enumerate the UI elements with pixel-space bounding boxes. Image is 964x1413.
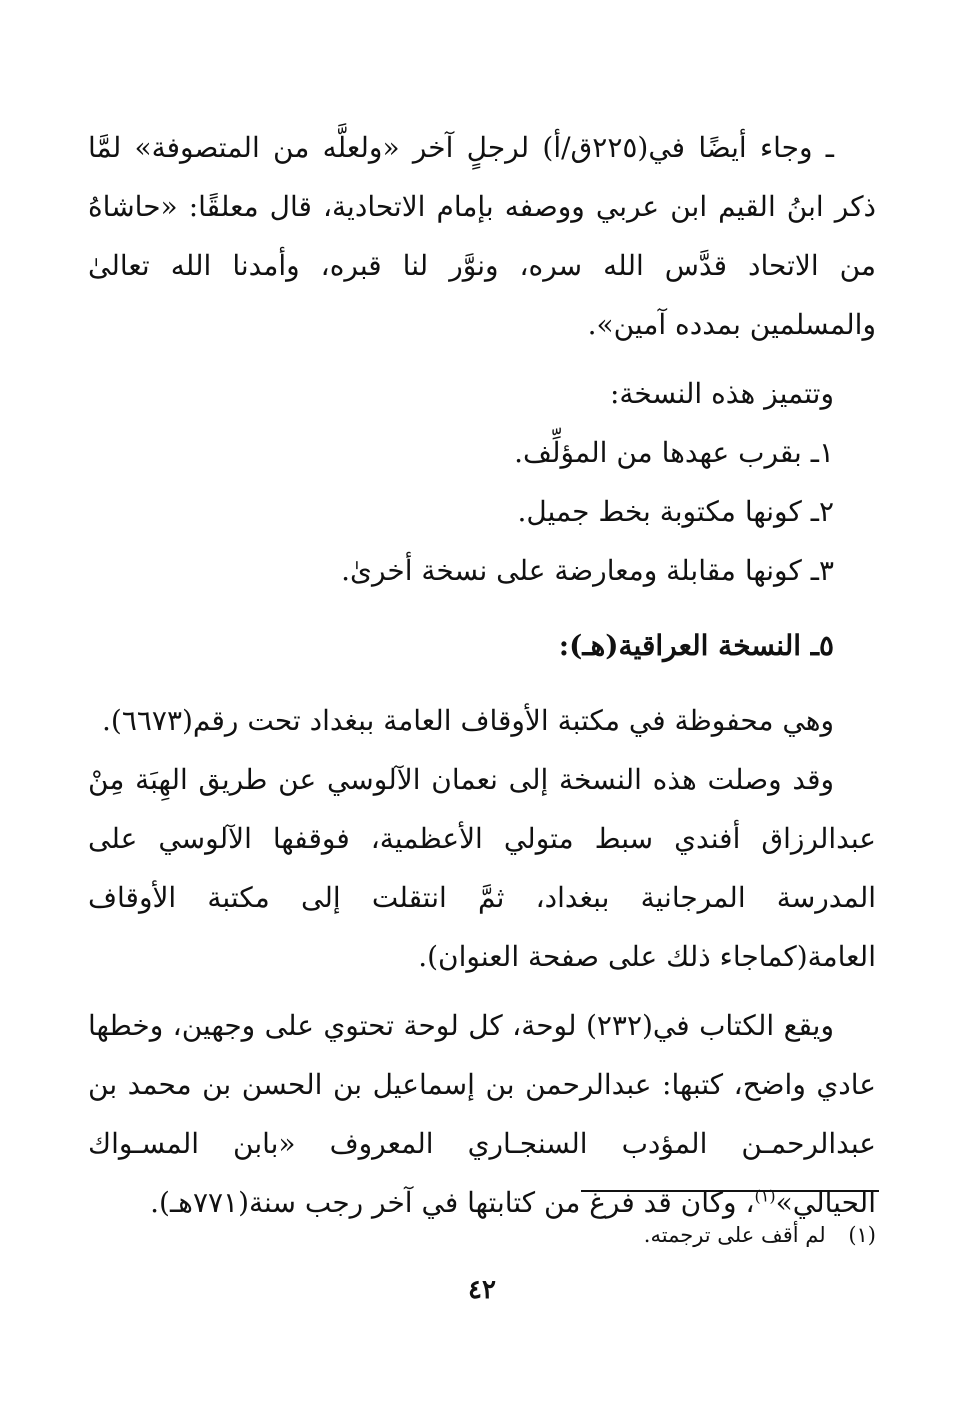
footnote-number: (١) — [848, 1223, 876, 1247]
description-text-end: ، وكان قد فرغ من كتابتها في آخر رجب سنة(٧٧١هـ). — [150, 1186, 755, 1219]
paragraph-description — [88, 996, 876, 1232]
spacer — [88, 986, 876, 996]
spacer — [88, 681, 876, 691]
list-intro: وتتميز هذه النسخة: — [609, 377, 834, 410]
page-body — [88, 118, 876, 1232]
footnote-reference[interactable]: (١) — [754, 1186, 776, 1206]
description-text-start: ويقع الكتاب في(٢٣٢) لوحة، كل لوحة تحتوي على وجهين، وخطها عادي واضح، كتبها: عبدالرحمن بن إسماعيل بن الحسن بن محمد بن عبدالرحمـن المؤدب السنجـاري المعروف «بابن المسـواك الحيالي» — [88, 1009, 876, 1219]
paragraph-provenance: وقد وصلت هذه النسخة إلى نعمان الآلوسي عن طريق الهِبَة مِنْ عبدالرزاق أفندي سبط متولي الأعظمية، فوقفها الآلوسي على المدرسة المرجانية ببغداد، ثمَّ انتقلت إلى مكتبة الأوقاف العامة(كماجاء ذلك على صفحة العنوان). — [88, 763, 876, 973]
spacer — [88, 354, 876, 364]
paragraph-additional-note: ـ وجاء أيضًا في(٢٢٥ق/أ) لرجلٍ آخر «ولعلَّه من المتصوفة» لمَّا ذكر ابنُ القيم ابن عربي ووصفه بإمام الاتحادية، قال معلقًا: «حاشاهُ من الاتحاد قدَّس الله سره، ونوَّر لنا قبره، وأمدنا الله تعالىٰ والمسلمين بمدده آمين». — [88, 131, 876, 341]
paragraph-location: وهي محفوظة في مكتبة الأوقاف العامة ببغداد تحت رقم(٦٦٧٣). — [102, 704, 834, 737]
footnote — [88, 1215, 876, 1255]
spacer — [88, 600, 876, 610]
section-heading: ٥ـ النسخة العراقية(هـ): — [558, 629, 834, 662]
footnote-divider — [581, 1190, 879, 1192]
list-item-2: ٢ـ كونها مكتوبة بخط جميل. — [517, 495, 834, 528]
footnote-text: لم أقف على ترجمته. — [643, 1223, 826, 1247]
list-item-3: ٣ـ كونها مقابلة ومعارضة على نسخة أخرىٰ. — [341, 554, 834, 587]
page-number: ٤٢ — [468, 1275, 496, 1305]
list-item-1: ١ـ بقرب عهدها من المؤلِّف. — [514, 436, 834, 469]
